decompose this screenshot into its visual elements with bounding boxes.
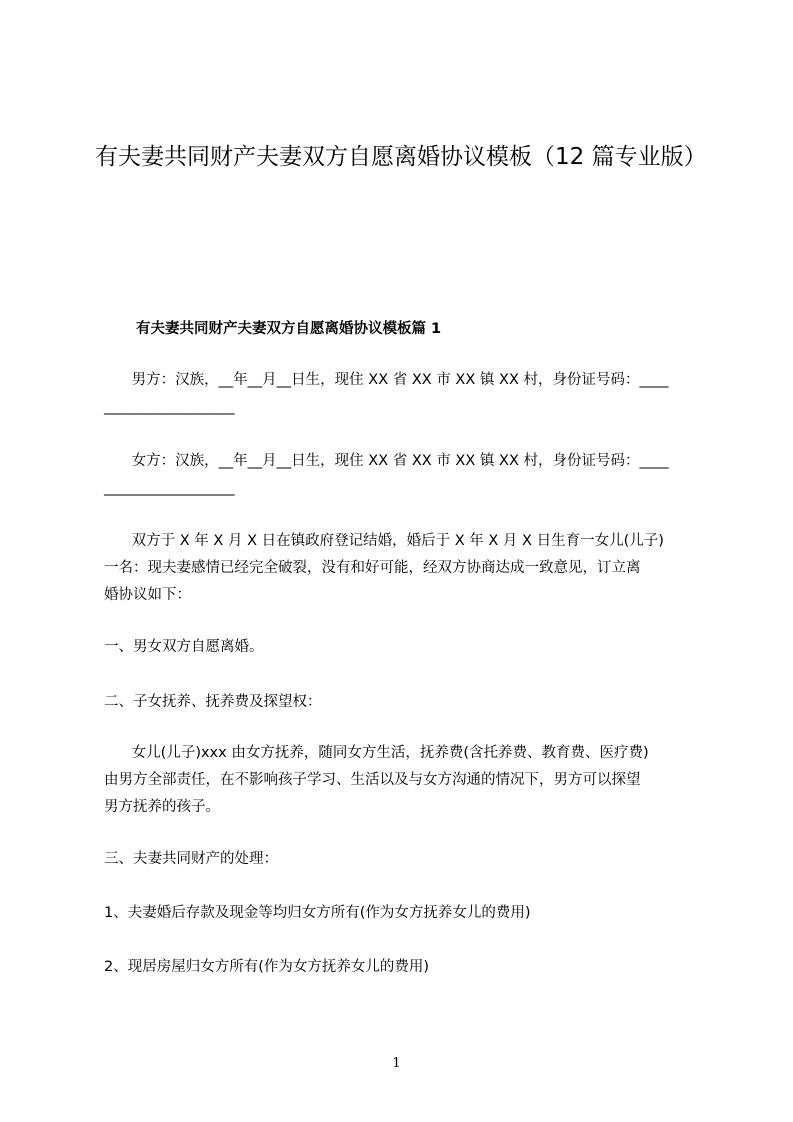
clause-one: 一、男女双方自愿离婚。 (104, 639, 264, 655)
page-number: 1 (392, 1056, 401, 1071)
property-item-1: 1、夫妻婚后存款及现金等均归女方所有(作为女方抚养女儿的费用) (104, 905, 531, 921)
section-heading: 有夫妻共同财产夫妻双方自愿离婚协议模板篇 1 (136, 321, 442, 337)
paragraph-marriage-info: 双方于 X 年 X 月 X 日在镇政府登记结婚，婚后于 X 年 X 月 X 日生育一女儿(儿子) 一名：现夫妻感情已经完全破裂，没有和好可能，经双方协商达成一致意见，订立离 婚协议如下： (104, 533, 664, 603)
paragraph-husband-info: 男方：汉族，__年__月__日生，现住 XX 省 XX 市 XX 镇 XX 村，身份证号码：____ __________________ (104, 372, 669, 415)
property-item-2: 2、现居房屋归女方所有(作为女方抚养女儿的费用) (104, 959, 430, 975)
clause-two-heading: 二、子女抚养、抚养费及探望权： (104, 694, 322, 710)
paragraph-child-custody: 女儿(儿子)xxx 由女方抚养，随同女方生活，抚养费(含托养费、教育费、医疗费) 由男方全部责任，在不影响孩子学习、生活以及与女方沟通的情况下，男方可以探望 男方抚养的孩子。 (104, 745, 649, 815)
paragraph-wife-info: 女方：汉族，__年__月__日生，现住 XX 省 XX 市 XX 镇 XX 村，身份证号码：____ __________________ (104, 453, 669, 496)
clause-three-heading: 三、夫妻共同财产的处理： (104, 851, 278, 867)
document-title: 有夫妻共同财产夫妻双方自愿离婚协议模板（12 篇专业版） (95, 144, 707, 170)
